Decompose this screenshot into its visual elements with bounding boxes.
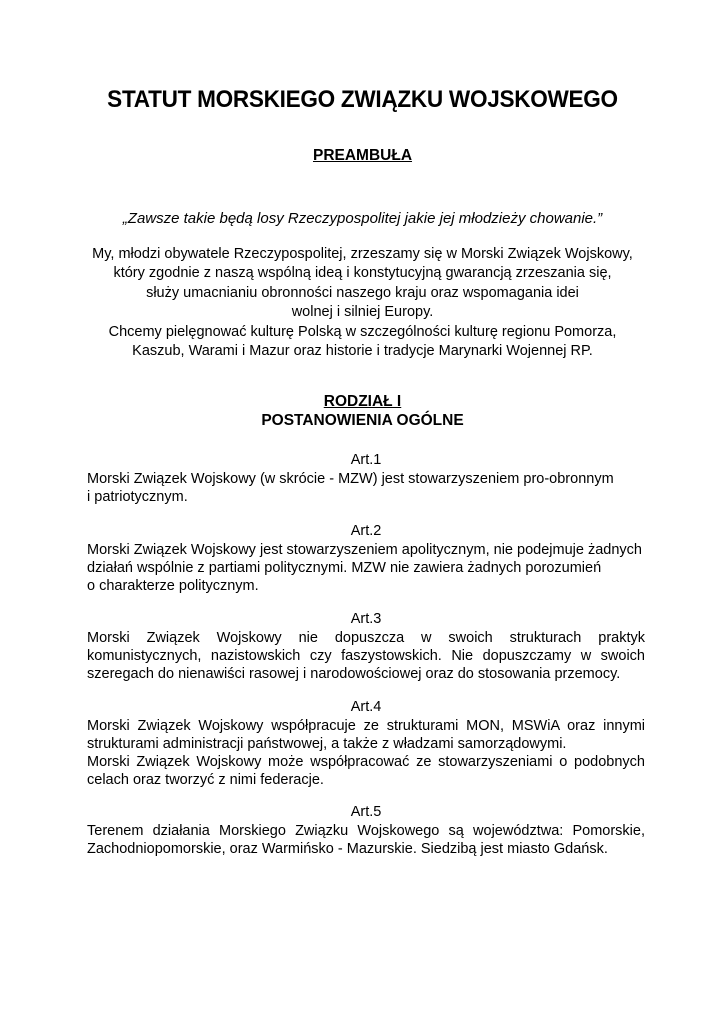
article-3 [87, 610, 645, 683]
article-text [87, 470, 645, 506]
article-line: szeregach do nienawiści rasowej i narodowościowej oraz do stosowania przemocy. [87, 666, 621, 682]
article-line: Morski Związek Wojskowy może współpracować ze stowarzyszeniami o podobnych [87, 754, 645, 770]
article-line: strukturami administracji państwowej, a także z władzami samorządowymi. [87, 736, 567, 752]
preamble-line: My, młodzi obywatele Rzeczypospolitej, zrzeszamy się w Morski Związek Wojskowy, [92, 246, 633, 262]
article-line: celach oraz tworzyć z nimi federacje. [87, 772, 324, 788]
article-number: Art.2 [350, 523, 382, 539]
article-line: Morski Związek Wojskowy jest stowarzyszeniem apolitycznym, nie podejmuje żadnych [87, 542, 642, 558]
chapter-label: RODZIAŁ I [323, 393, 402, 410]
article-2 [87, 522, 645, 595]
article-number: Art.3 [350, 611, 382, 627]
preamble-line: wolnej i silniej Europy. [291, 304, 434, 321]
article-line: Morski Związek Wojskowy współpracuje ze strukturami MON, MSWiA oraz innymi [87, 718, 645, 734]
article-number: Art.4 [350, 699, 382, 715]
preamble-line: Kaszub, Warami i Mazur oraz historie i tradycje Marynarki Wojennej RP. [132, 343, 593, 360]
article-line: Morski Związek Wojskowy nie dopuszcza w swoich strukturach praktyk [87, 630, 645, 646]
preamble-line: służy umacnianiu obronności naszego kraju oraz wspomagania idei [146, 284, 579, 301]
article-line: Morski Związek Wojskowy (w skrócie - MZW) jest stowarzyszeniem pro-obronnym [87, 471, 614, 487]
article-4 [87, 698, 645, 789]
article-number: Art.5 [350, 804, 382, 820]
article-line: komunistycznych, nazistowskich czy faszystowskich. Nie dopuszczamy w swoich [87, 648, 645, 664]
article-line: Terenem działania Morskiego Związku Wojskowego są województwa: Pomorskie, [87, 823, 645, 839]
chapter-title: POSTANOWIENIA OGÓLNE [261, 412, 464, 429]
preamble-body [80, 245, 645, 361]
article-line: o charakterze politycznym. [87, 578, 259, 594]
preamble-line: Chcemy pielęgnować kulturę Polską w szczególności kulturę regionu Pomorza, [108, 323, 617, 340]
preamble-line: który zgodnie z naszą wspólną ideą i konstytucyjną gwarancją zrzeszania się, [113, 265, 612, 282]
article-text [87, 822, 645, 858]
document-title: STATUT MORSKIEGO ZWIĄZKU WOJSKOWEGO [107, 86, 618, 113]
article-text [87, 717, 645, 789]
article-5 [87, 803, 645, 858]
preamble-motto: „Zawsze takie będą losy Rzeczypospolitej jakie jej młodzieży chowanie.” [122, 210, 603, 227]
article-1 [87, 451, 645, 506]
preamble-heading: PREAMBUŁA [312, 147, 413, 164]
article-line: Zachodniopomorskie, oraz Warmińsko - Mazurskie. Siedzibą jest miasto Gdańsk. [87, 841, 608, 857]
article-text [87, 629, 645, 683]
article-line: i patriotycznym. [87, 489, 188, 505]
article-number: Art.1 [350, 452, 382, 468]
article-line: działań wspólnie z partiami politycznymi. MZW nie zawiera żadnych porozumień [87, 560, 602, 576]
article-text [87, 541, 645, 595]
